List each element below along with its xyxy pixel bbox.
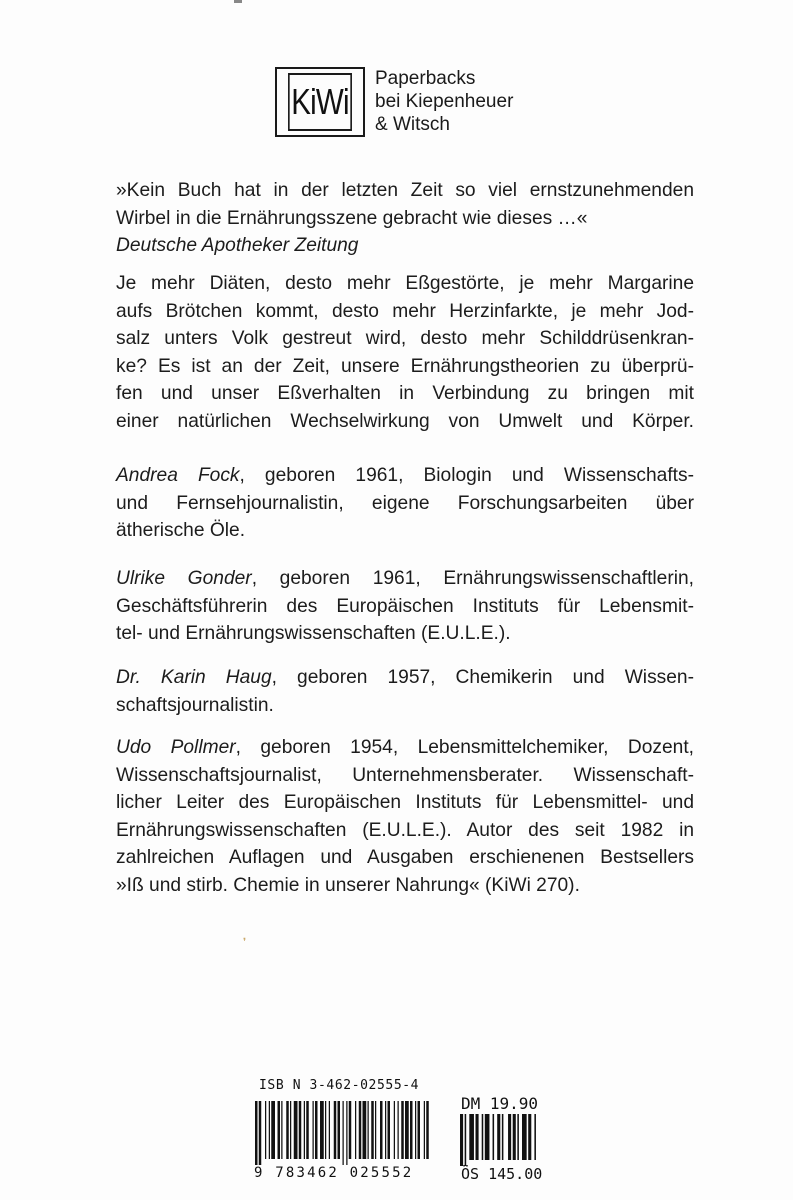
barcode-bar	[385, 1101, 386, 1159]
ink-speck: ❜	[243, 937, 247, 948]
barcode-bar	[418, 1101, 421, 1159]
barcode-bar	[363, 1101, 367, 1159]
barcode-bar	[426, 1101, 429, 1159]
barcode-bar	[371, 1101, 374, 1159]
barcode-bar	[513, 1114, 516, 1160]
author-name: Dr. Karin Haug	[116, 667, 272, 688]
author-bio-line: »Iß und stirb. Chemie in unserer Nahrung« (KiWi 270).	[116, 874, 580, 896]
blurb-line: aufs Brötchen kommt, desto mehr Herzinfarkte, je mehr Jod-	[116, 300, 694, 322]
quote-line: »Kein Buch hat in der letzten Zeit so viel ernstzunehmenden	[116, 180, 694, 201]
barcode-bar	[255, 1101, 258, 1165]
kiwi-logo-text: KiWi	[288, 73, 352, 131]
barcode-bar	[522, 1114, 527, 1160]
barcode-bar	[424, 1101, 425, 1159]
author-bio-text: , geboren 1954, Lebensmittelchemiker, Dozent,	[235, 737, 694, 758]
blurb-line: ke? Es ist an der Zeit, unsere Ernährungstheorien zu überprü-	[116, 355, 694, 377]
barcode-bar	[410, 1101, 413, 1159]
barcode-bar	[493, 1114, 495, 1160]
barcode-bar	[508, 1114, 511, 1160]
barcode-bar	[502, 1114, 504, 1160]
quote-source: Deutsche Apotheker Zeitung	[116, 235, 359, 257]
barcode-bar	[334, 1101, 337, 1159]
author-bio-haug	[116, 664, 694, 719]
barcode-bar	[388, 1101, 391, 1159]
price-os: ÖS 145.00	[461, 1165, 543, 1183]
barcode-bar	[269, 1101, 270, 1159]
publisher-name	[375, 67, 513, 136]
dust-speck	[234, 0, 242, 3]
barcode-bar	[290, 1101, 291, 1159]
author-bio-line: zahlreichen Auflagen und Ausgaben erschienenen Bestsellers	[116, 847, 694, 869]
barcode-bar	[315, 1101, 318, 1159]
author-bio-line: Geschäftsführerin des Europäischen Instituts für Lebensmit-	[116, 595, 694, 617]
author-bio-line: schaftsjournalistin.	[116, 694, 274, 716]
ean-barcode	[255, 1101, 460, 1165]
press-quote	[116, 177, 694, 260]
barcode-bar	[534, 1114, 536, 1160]
author-bio-pollmer	[116, 734, 694, 900]
barcode-bar	[271, 1101, 275, 1159]
barcode-bar	[313, 1101, 314, 1159]
barcode-bar	[476, 1114, 479, 1160]
barcode-bar	[394, 1101, 395, 1159]
author-bio-line: ätherische Öle.	[116, 520, 246, 542]
barcode-bar	[517, 1114, 519, 1160]
publisher-line-3: & Witsch	[375, 114, 450, 135]
barcode-bar	[259, 1101, 262, 1165]
blurb-line: fen und unser Eßverhalten in Verbindung zu bringen mit	[116, 383, 694, 405]
author-bio-fock	[116, 462, 694, 545]
barcode-bar	[465, 1114, 467, 1166]
barcode-bar	[320, 1101, 324, 1159]
barcode-bar	[380, 1101, 383, 1159]
author-name: Udo Pollmer	[116, 737, 236, 758]
barcode-bar	[343, 1101, 344, 1165]
barcode-bar	[265, 1101, 266, 1159]
barcode-bar	[485, 1114, 490, 1160]
publisher-logo	[275, 67, 525, 142]
barcode-bar	[278, 1101, 281, 1159]
barcode-bar	[329, 1101, 330, 1159]
author-bio-text: , geboren 1961, Ernährungswissenschaftlerin,	[251, 568, 694, 589]
barcode-bar	[325, 1101, 326, 1159]
publisher-line-2: bei Kiepenheuer	[375, 91, 514, 112]
barcode-bar	[469, 1114, 474, 1160]
author-bio-line: und Fernsehjournalistin, eigene Forschungsarbeiten über	[116, 492, 694, 514]
barcode-bar	[304, 1101, 305, 1159]
blurb-line: salz unters Volk gestreut wird, desto mehr Schilddrüsenkran-	[116, 328, 694, 350]
barcode-bar	[401, 1101, 404, 1159]
barcode-bar	[294, 1101, 298, 1159]
author-bio-text: , geboren 1957, Chemikerin und Wissen-	[271, 667, 694, 688]
barcode-bar	[346, 1101, 347, 1165]
price-dm: DM 19.90	[461, 1094, 539, 1113]
barcode-bar	[482, 1114, 484, 1160]
barcode-bar	[281, 1101, 282, 1159]
author-name: Ulrike Gonder	[116, 568, 252, 589]
barcode-bar	[398, 1101, 399, 1159]
blurb-paragraph	[116, 270, 694, 436]
barcode-bar	[338, 1101, 341, 1159]
author-bio-line: tel- und Ernährungswissenschaften (E.U.L.E.).	[116, 623, 511, 645]
author-bio-line: Ernährungswissenschaften (E.U.L.E.). Autor des seit 1982 in	[116, 819, 694, 841]
publisher-line-1: Paperbacks	[375, 68, 476, 89]
price-barcode	[460, 1114, 556, 1166]
author-bio-line: Wissenschaftsjournalist, Unternehmensberater. Wissenschaft-	[116, 764, 694, 786]
blurb-line: Je mehr Diäten, desto mehr Eßgestörte, je mehr Margarine	[116, 273, 694, 294]
barcode-bar	[497, 1114, 500, 1160]
barcode-bar	[306, 1101, 309, 1159]
barcode-bar	[460, 1114, 463, 1166]
isbn-number: ISB N 3-462-02555-4	[259, 1078, 420, 1093]
barcode-bar	[368, 1101, 369, 1159]
barcode-bar	[528, 1114, 531, 1160]
author-bio-line: licher Leiter des Europäischen Instituts für Lebensmittel- und	[116, 792, 694, 814]
barcode-bar	[286, 1101, 289, 1159]
author-bio-text: , geboren 1961, Biologin und Wissenschafts-	[239, 465, 694, 486]
barcode-bar	[375, 1101, 376, 1159]
kiwi-logo-mark	[275, 67, 365, 137]
blurb-line: einer natürlichen Wechselwirkung von Umwelt und Körper.	[116, 410, 694, 432]
barcode-bar	[359, 1101, 362, 1159]
barcode-bar	[415, 1101, 416, 1159]
author-bio-gonder	[116, 565, 694, 648]
barcode-bar	[299, 1101, 302, 1159]
barcode-bar	[405, 1101, 409, 1159]
author-name: Andrea Fock	[116, 465, 240, 486]
barcode-bar	[355, 1101, 356, 1159]
quote-line: Wirbel in die Ernährungsszene gebracht wie dieses …«	[116, 207, 588, 229]
barcode-bar	[349, 1101, 352, 1159]
barcode-digits: 9 783462 025552	[254, 1165, 414, 1181]
